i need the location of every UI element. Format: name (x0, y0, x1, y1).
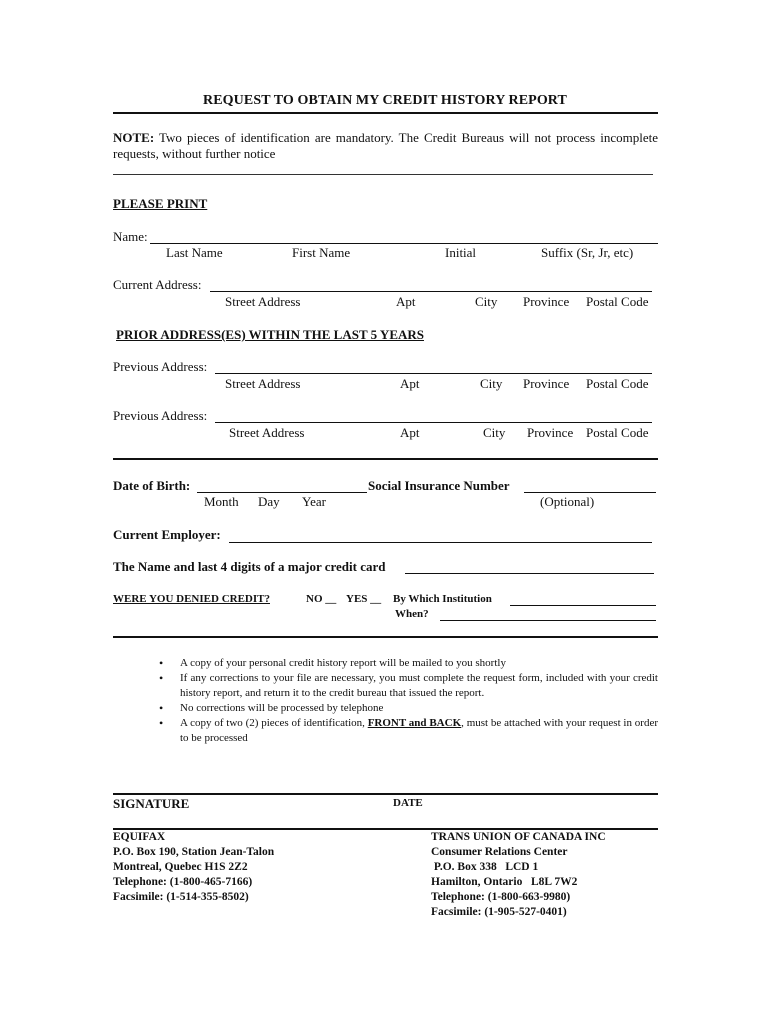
dob-sub-day: Day (258, 494, 280, 509)
previous-address-1-city: City (480, 376, 503, 391)
note-text: Two pieces of identification are mandatory. The Credit Bureaus will not process incomplete requests, without further notice (113, 130, 658, 161)
section-rule-1 (113, 458, 658, 460)
instruction-item: • A copy of your personal credit history report will be mailed to you shortly (150, 656, 658, 671)
please-print-heading: PLEASE PRINT (113, 196, 208, 211)
dob-input[interactable] (197, 492, 367, 493)
credit-card-label: The Name and last 4 digits of a major credit card (113, 559, 386, 574)
current-address-city: City (475, 294, 498, 309)
name-input[interactable] (150, 243, 658, 244)
previous-address-2-label: Previous Address: (113, 408, 208, 423)
instruction-item: • If any corrections to your file are necessary, you must complete the request form, included with your credit history report, and return it to the credit bureau that issued the report. (150, 671, 658, 701)
name-sub-last: Last Name (166, 245, 223, 260)
section-rule-2 (113, 636, 658, 638)
previous-address-1-label: Previous Address: (113, 359, 208, 374)
current-address-province: Province (523, 294, 570, 309)
institution-label: By Which Institution (393, 593, 492, 605)
name-sub-first: First Name (292, 245, 351, 260)
name-sub-suffix: Suffix (Sr, Jr, etc) (541, 245, 634, 260)
previous-address-1-province: Province (523, 376, 570, 391)
previous-address-2-input[interactable] (215, 422, 652, 423)
equifax-telephone: Telephone: (1-800-465-7166) (113, 876, 253, 888)
previous-address-2-postal: Postal Code (586, 425, 649, 440)
name-label: Name: (113, 229, 148, 244)
form-title: REQUEST TO OBTAIN MY CREDIT HISTORY REPORT (203, 93, 567, 108)
note-paragraph (113, 130, 658, 162)
title-rule (113, 112, 658, 114)
transunion-address-block (431, 830, 606, 920)
instruction-item: • No corrections will be processed by telephone (150, 701, 658, 716)
sin-label: Social Insurance Number (368, 478, 510, 493)
previous-address-1-input[interactable] (215, 373, 652, 374)
signature-label: SIGNATURE (113, 796, 190, 811)
previous-address-1-street: Street Address (225, 376, 301, 391)
transunion-facsimile: Facsimile: (1-905-527-0401) (431, 906, 567, 918)
previous-address-2-city: City (483, 425, 506, 440)
current-address-postal: Postal Code (586, 294, 649, 309)
denied-no-option[interactable]: NO __ (306, 593, 337, 605)
employer-input[interactable] (229, 542, 652, 543)
prior-address-heading: PRIOR ADDRESS(ES) WITHIN THE LAST 5 YEARS (116, 327, 424, 342)
equifax-city: Montreal, Quebec H1S 2Z2 (113, 861, 248, 873)
equifax-address-block (113, 830, 274, 905)
dob-label: Date of Birth: (113, 478, 191, 493)
note-label: NOTE: (113, 130, 155, 145)
previous-address-1-postal: Postal Code (586, 376, 649, 391)
current-address-input[interactable] (210, 291, 652, 292)
instruction-text: A copy of two (2) pieces of identification, (180, 717, 368, 729)
employer-label: Current Employer: (113, 527, 221, 542)
transunion-city: Hamilton, Ontario L8L 7W2 (431, 876, 578, 888)
previous-address-2-street: Street Address (229, 425, 305, 440)
institution-input[interactable] (510, 605, 656, 606)
instruction-text: , must be attached with your request in order to be processed (180, 717, 658, 744)
sin-optional: (Optional) (540, 494, 595, 509)
note-separator (113, 174, 653, 175)
instruction-item (150, 716, 658, 746)
transunion-po-box: P.O. Box 338 LCD 1 (431, 861, 539, 873)
previous-address-2-apt: Apt (400, 425, 420, 440)
sin-input[interactable] (524, 492, 656, 493)
transunion-center: Consumer Relations Center (431, 846, 568, 858)
equifax-po-box: P.O. Box 190, Station Jean-Talon (113, 846, 275, 858)
when-input[interactable] (440, 620, 656, 621)
denied-yes-option[interactable]: YES __ (346, 593, 382, 605)
previous-address-2-province: Province (527, 425, 574, 440)
name-sub-initial: Initial (445, 245, 477, 260)
date-label: DATE (393, 797, 423, 809)
equifax-facsimile: Facsimile: (1-514-355-8502) (113, 891, 249, 903)
dob-sub-year: Year (302, 494, 326, 509)
credit-card-input[interactable] (405, 573, 654, 574)
front-and-back-emphasis: FRONT and BACK (367, 717, 462, 729)
transunion-telephone: Telephone: (1-800-663-9980) (431, 891, 571, 903)
when-label: When? (395, 608, 429, 620)
instruction-list (150, 656, 658, 746)
equifax-name: EQUIFAX (113, 831, 166, 843)
current-address-apt: Apt (396, 294, 416, 309)
denied-credit-question: WERE YOU DENIED CREDIT? (113, 593, 270, 605)
previous-address-1-apt: Apt (400, 376, 420, 391)
current-address-street: Street Address (225, 294, 301, 309)
dob-sub-month: Month (204, 494, 239, 509)
current-address-label: Current Address: (113, 277, 202, 292)
signature-top-rule (113, 793, 658, 795)
transunion-name: TRANS UNION OF CANADA INC (431, 831, 606, 843)
